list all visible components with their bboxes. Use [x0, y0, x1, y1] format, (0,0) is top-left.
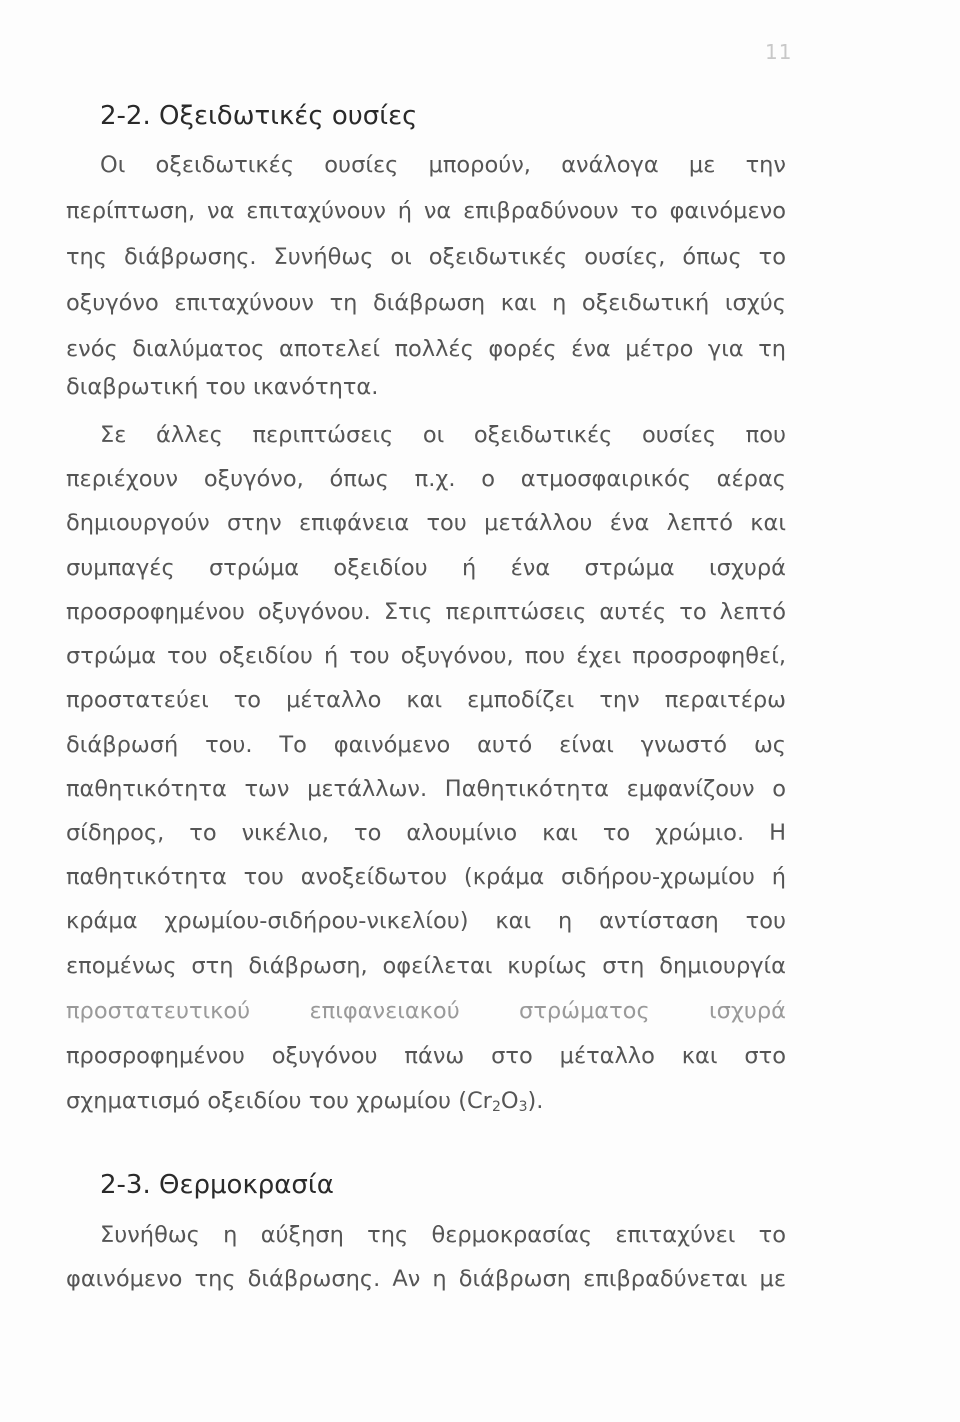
- text-line: προσροφημένου οξυγόνου. Στις περιπτώσεις αυτές το λεπτό: [66, 599, 786, 625]
- text-line: παθητικότητα του ανοξείδωτου (κράμα σιδήρου-χρωμίου ή: [66, 864, 786, 890]
- text-line: οξυγόνο επιταχύνουν τη διάβρωση και η οξειδωτική ισχύς: [66, 290, 786, 316]
- text-line: φαινόμενο της διάβρωσης. Αν η διάβρωση επιβραδύνεται με: [66, 1266, 786, 1292]
- formula-subscript-3: 3: [518, 1099, 528, 1115]
- text-line: προστατευτικού επιφανειακού στρώματος ισχυρά: [66, 998, 786, 1024]
- formula-text-after: ).: [527, 1088, 544, 1114]
- section-heading-oxidizing-substances: 2-2. Οξειδωτικές ουσίες: [100, 101, 418, 131]
- text-line: διαβρωτική του ικανότητα.: [66, 374, 379, 400]
- text-line: προστατεύει το μέταλλο και εμποδίζει την περαιτέρω: [66, 687, 786, 713]
- text-line: προσροφημένου οξυγόνου πάνω στο μέταλλο και στο: [66, 1043, 786, 1069]
- text-line: περιέχουν οξυγόνο, όπως π.χ. ο ατμοσφαιρικός αέρας: [66, 466, 786, 492]
- page-mark: 11: [765, 40, 793, 64]
- formula-text-before: σχηματισμό οξειδίου του χρωμίου (Cr: [66, 1088, 492, 1114]
- text-line: σίδηρος, το νικέλιο, το αλουμίνιο και το χρώμιο. Η: [66, 820, 786, 846]
- text-line: κράμα χρωμίου-σιδήρου-νικελίου) και η αντίσταση του: [66, 908, 786, 934]
- text-line: επομένως στη διάβρωση, οφείλεται κυρίως στη δημιουργία: [66, 953, 786, 979]
- text-line: συμπαγές στρώμα οξειδίου ή ένα στρώμα ισχυρά: [66, 555, 786, 581]
- text-line: διάβρωσή του. Το φαινόμενο αυτό είναι γνωστό ως: [66, 732, 786, 758]
- text-line: δημιουργούν στην επιφάνεια του μετάλλου ένα λεπτό και: [66, 510, 786, 536]
- section-heading-temperature: 2-3. Θερμοκρασία: [100, 1170, 334, 1200]
- text-line-formula: [66, 1086, 786, 1116]
- formula-subscript-2: 2: [491, 1099, 501, 1115]
- text-line: της διάβρωσης. Συνήθως οι οξειδωτικές ουσίες, όπως το: [66, 244, 786, 270]
- text-line: περίπτωση, να επιταχύνουν ή να επιβραδύνουν το φαινόμενο: [66, 198, 786, 224]
- text-line: Σε άλλες περιπτώσεις οι οξειδωτικές ουσίες που: [100, 422, 786, 448]
- text-line: στρώμα του οξειδίου ή του οξυγόνου, που έχει προσροφηθεί,: [66, 643, 786, 669]
- text-line: ενός διαλύματος αποτελεί πολλές φορές ένα μέτρο για τη: [66, 336, 786, 362]
- text-line: Οι οξειδωτικές ουσίες μπορούν, ανάλογα με την: [100, 152, 786, 178]
- text-line: παθητικότητα των μετάλλων. Παθητικότητα εμφανίζουν ο: [66, 776, 786, 802]
- formula-text-oxygen: O: [500, 1088, 519, 1114]
- text-line: Συνήθως η αύξηση της θερμοκρασίας επιταχύνει το: [100, 1222, 786, 1248]
